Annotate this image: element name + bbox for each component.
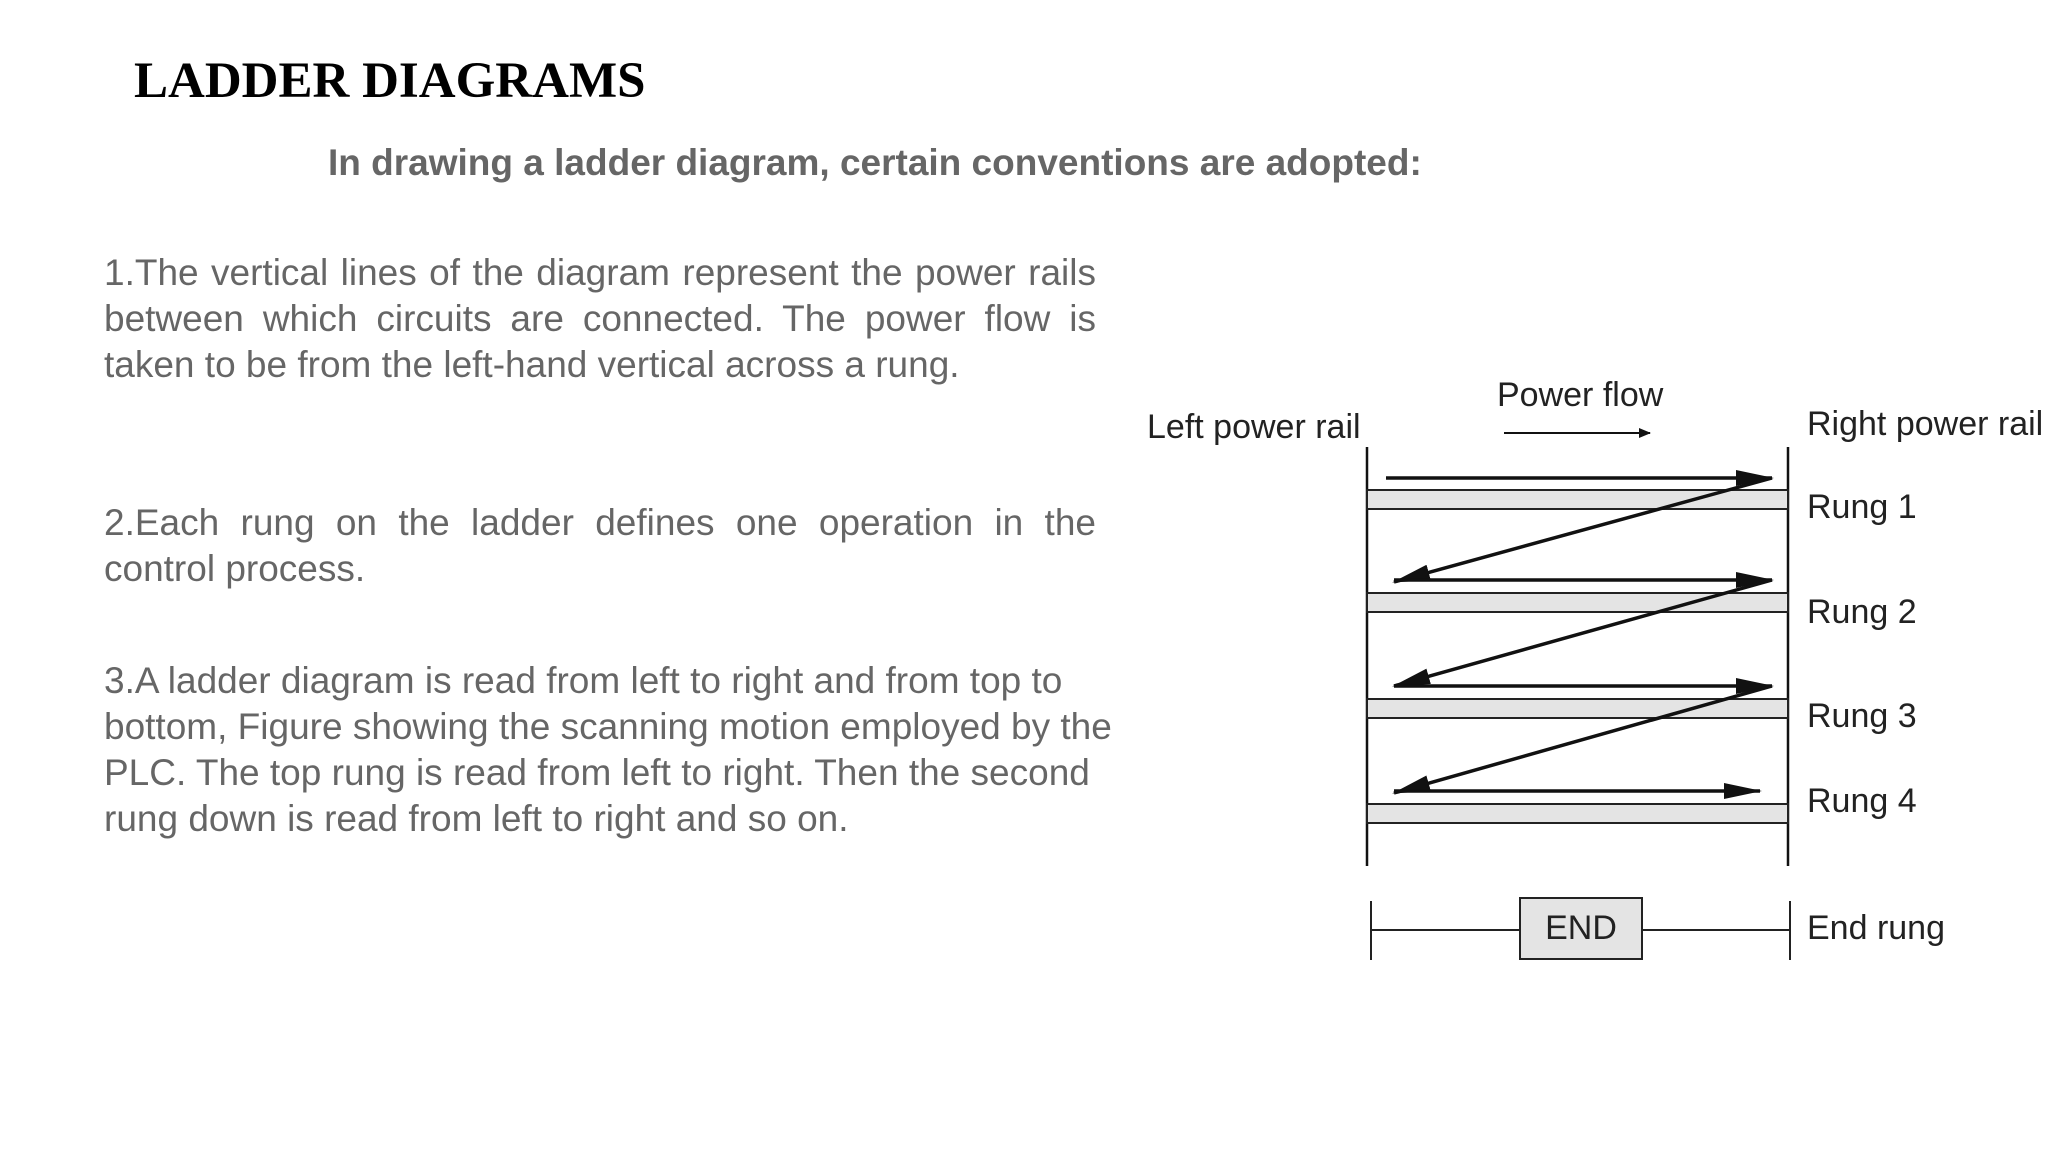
convention-item-3-line-2: bottom, Figure showing the scanning motion employed by the [104,706,1112,747]
rung-3-bar [1367,699,1788,718]
convention-item-3 [104,658,1144,842]
rung-4-label: Rung 4 [1807,782,1917,820]
power-flow-label: Power flow [1497,376,1664,414]
slide-title: LADDER DIAGRAMS [134,53,646,109]
convention-item-2: 2.Each rung on the ladder defines one operation in the control process. [104,502,1096,589]
rung-2-label: Rung 2 [1807,593,1917,631]
convention-item-3-line-3: PLC. The top rung is read from left to right. Then the second [104,752,1090,793]
slide-subtitle: In drawing a ladder diagram, certain conventions are adopted: [328,142,1422,183]
ladder-scan-figure [1134,355,2048,1152]
rung-1-label: Rung 1 [1807,488,1917,526]
rung-4-bar [1367,804,1788,823]
rung-1-bar [1367,490,1788,509]
convention-item-3-line-1: 3.A ladder diagram is read from left to right and from top to [104,660,1063,701]
left-power-rail-label: Left power rail [1147,408,1361,446]
convention-list [104,250,1144,910]
convention-item-1: 1.The vertical lines of the diagram represent the power rails between which circuits are connected. The power flow is taken to be from the left-hand vertical across a rung. [104,252,1096,385]
ladder-scan-diagram [1134,355,2048,1152]
end-rung-label: End rung [1807,909,1945,947]
end-box-label: END [1545,909,1617,947]
convention-item-3-line-4: rung down is read from left to right and so on. [104,798,849,839]
rung-3-label: Rung 3 [1807,697,1917,735]
rung-2-bar [1367,593,1788,612]
right-power-rail-label: Right power rail [1807,405,2044,443]
